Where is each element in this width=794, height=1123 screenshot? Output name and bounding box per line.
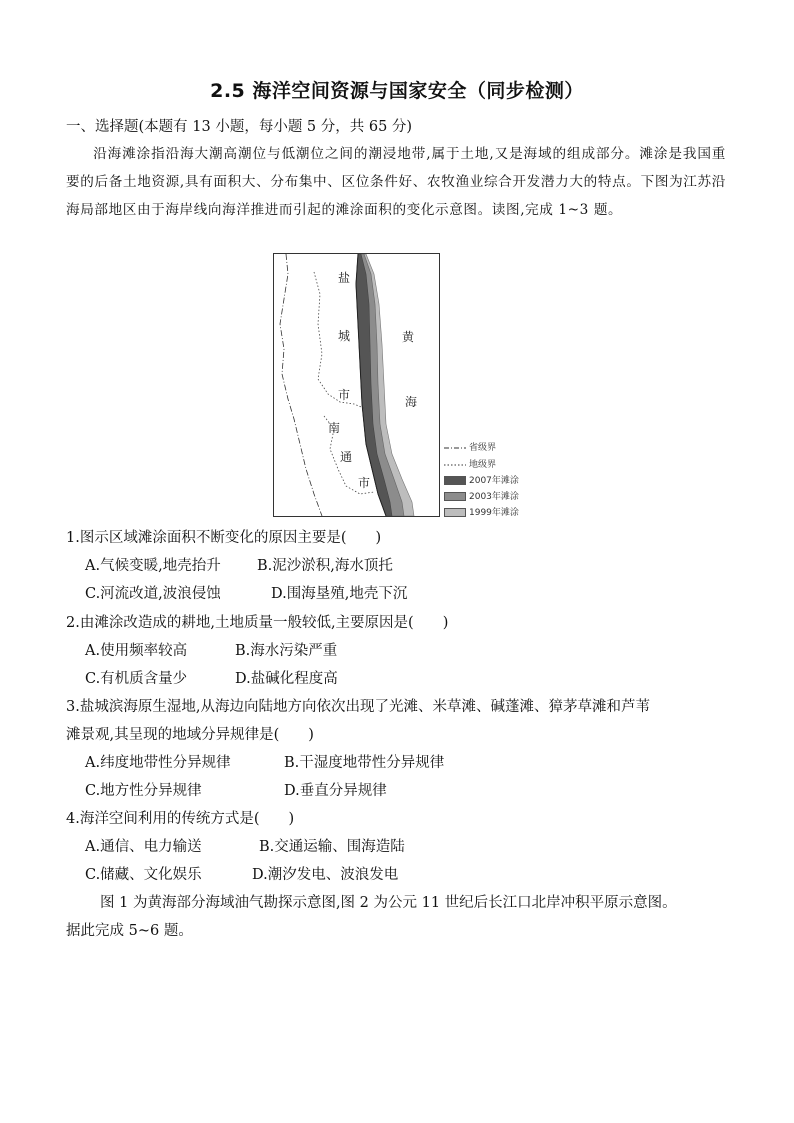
legend-2007 bbox=[444, 473, 519, 486]
legend-label: 地级界 bbox=[469, 460, 497, 470]
provincial-boundary bbox=[280, 254, 322, 516]
q3-option-b[interactable]: B.干湿度地带性分异规律 bbox=[284, 755, 445, 771]
tidal-flat-map bbox=[273, 253, 440, 517]
map-label-yan: 盐 bbox=[338, 271, 351, 285]
section-heading: 一、选择题(本题有 13 小题，每小题 5 分，共 65 分) bbox=[66, 119, 413, 135]
page-title: 2.5 海洋空间资源与国家安全（同步检测） bbox=[210, 80, 584, 102]
q3-option-c[interactable]: C.地方性分异规律 bbox=[85, 783, 202, 799]
question-2-stem: 2.由滩涂改造成的耕地,土地质量一般较低,主要原因是( ) bbox=[66, 615, 449, 631]
legend-prefecture bbox=[444, 457, 496, 470]
q3-option-d[interactable]: D.垂直分异规律 bbox=[284, 783, 387, 799]
q2-option-b[interactable]: B.海水污染严重 bbox=[235, 643, 338, 659]
map-label-shi-2: 市 bbox=[358, 476, 371, 490]
intro-paragraph-2-line-2: 据此完成 5~6 题。 bbox=[66, 923, 193, 939]
legend-2003 bbox=[444, 489, 519, 502]
intro-paragraph-2-line-1: 图 1 为黄海部分海域油气勘探示意图,图 2 为公元 11 世纪后长江口北岸冲积平原示意图。 bbox=[100, 895, 677, 911]
map-drawing bbox=[274, 254, 439, 516]
q1-option-b[interactable]: B.泥沙淤积,海水顶托 bbox=[257, 558, 393, 574]
swatch-2007 bbox=[444, 476, 466, 485]
intro-paragraph-1: 沿海滩涂指沿海大潮高潮位与低潮位之间的潮浸地带,属于土地,又是海域的组成部分。滩涂是我国重要的后备土地资源,具有面积大、分布集中、区位条件好、农牧渔业综合开发潜力大的特点。下图为江苏沿海局部地区由于海岸线向海洋推进而引起的滩涂面积的变化示意图。读图,完成 1~3 题。 bbox=[66, 146, 726, 218]
q2-option-a[interactable]: A.使用频率较高 bbox=[85, 643, 188, 659]
q3-option-a[interactable]: A.纬度地带性分异规律 bbox=[85, 755, 231, 771]
q1-option-a[interactable]: A.气候变暖,地壳抬升 bbox=[85, 558, 221, 574]
map-label-cheng: 城 bbox=[338, 329, 351, 343]
q4-option-b[interactable]: B.交通运输、围海造陆 bbox=[259, 839, 405, 855]
dash-dot-line-icon bbox=[444, 445, 466, 451]
q4-option-d[interactable]: D.潮汐发电、波浪发电 bbox=[252, 867, 399, 883]
map-label-nan: 南 bbox=[328, 421, 341, 435]
map-label-hai: 海 bbox=[405, 395, 418, 409]
legend-label: 省级界 bbox=[469, 443, 497, 453]
legend-label: 2007年滩涂 bbox=[469, 476, 519, 486]
legend-provincial bbox=[444, 440, 496, 453]
q2-option-d[interactable]: D.盐碱化程度高 bbox=[235, 671, 338, 687]
map-label-shi-1: 市 bbox=[338, 388, 351, 402]
legend-label: 1999年滩涂 bbox=[469, 508, 519, 518]
map-label-tong: 通 bbox=[340, 450, 353, 464]
map-label-huang: 黄 bbox=[402, 330, 415, 344]
question-1-stem: 1.图示区域滩涂面积不断变化的原因主要是( ) bbox=[66, 530, 382, 546]
legend-1999 bbox=[444, 505, 519, 518]
swatch-1999 bbox=[444, 508, 466, 517]
q2-option-c[interactable]: C.有机质含量少 bbox=[85, 671, 188, 687]
dotted-line-icon bbox=[444, 462, 466, 468]
q1-option-c[interactable]: C.河流改道,波浪侵蚀 bbox=[85, 586, 221, 602]
q4-option-c[interactable]: C.储藏、文化娱乐 bbox=[85, 867, 202, 883]
q1-option-d[interactable]: D.围海垦殖,地壳下沉 bbox=[271, 586, 408, 602]
legend-label: 2003年滩涂 bbox=[469, 492, 519, 502]
question-3-stem-line-2: 滩景观,其呈现的地域分异规律是( ) bbox=[66, 727, 314, 743]
question-3-stem-line-1: 3.盐城滨海原生湿地,从海边向陆地方向依次出现了光滩、米草滩、碱蓬滩、獐茅草滩和芦苇 bbox=[66, 699, 650, 715]
question-4-stem: 4.海洋空间利用的传统方式是( ) bbox=[66, 811, 295, 827]
swatch-2003 bbox=[444, 492, 466, 501]
q4-option-a[interactable]: A.通信、电力输送 bbox=[85, 839, 202, 855]
